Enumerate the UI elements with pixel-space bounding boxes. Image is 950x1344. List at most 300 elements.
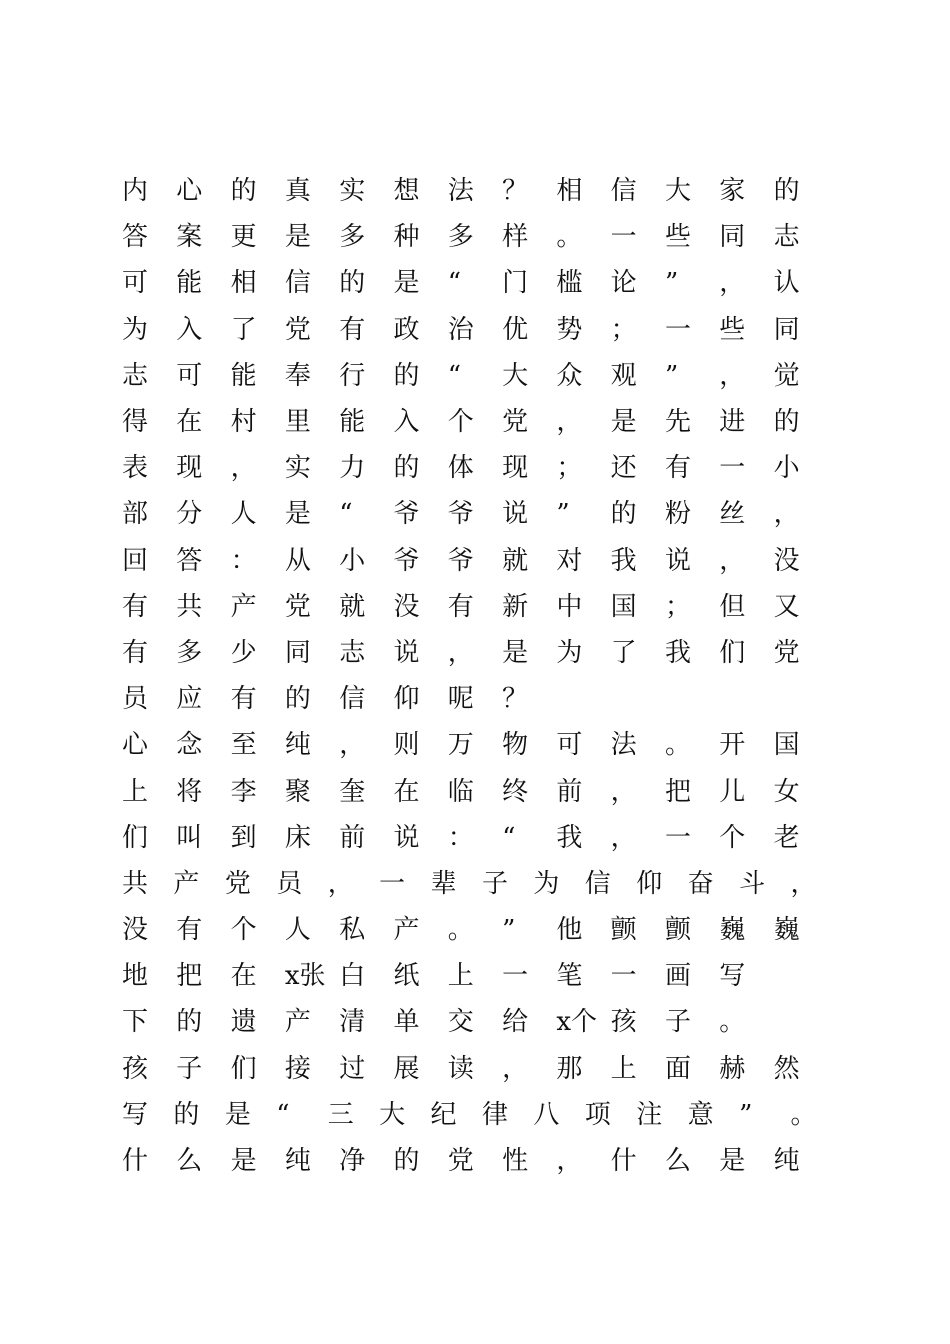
text-char: 上 (610, 1053, 637, 1084)
text-char: 是 (610, 407, 637, 438)
text-char: 前 (556, 776, 583, 807)
text-char: 奎 (339, 776, 366, 807)
text-char: 产 (230, 591, 257, 622)
text-char: 还 (610, 453, 637, 484)
text-char: 的 (773, 407, 800, 438)
text-char: 真 (284, 176, 311, 207)
text-char: 就 (339, 591, 366, 622)
text-char: 至 (230, 730, 257, 761)
text-char: 开 (719, 730, 746, 761)
text-char: 部 (122, 499, 149, 530)
text-char: 没 (773, 545, 800, 576)
text-char: x个 (556, 1007, 598, 1038)
text-char: 一 (379, 868, 406, 899)
text-line (122, 214, 842, 260)
text-char: ： (447, 822, 474, 853)
text-char: 们 (122, 822, 149, 853)
text-char: 了 (230, 314, 257, 345)
text-char: 个 (719, 822, 746, 853)
text-char: 治 (447, 314, 474, 345)
text-char: 进 (719, 407, 746, 438)
text-char: 说 (502, 499, 529, 530)
text-char: 的 (230, 176, 257, 207)
text-line (122, 630, 842, 676)
text-char: 能 (339, 407, 366, 438)
text-char: 颤 (610, 915, 637, 946)
text-char: 纪 (430, 1099, 457, 1130)
text-char: 同 (284, 637, 311, 668)
text-char: 能 (230, 360, 257, 391)
text-char: 想 (393, 176, 420, 207)
text-char: 单 (393, 1007, 420, 1038)
text-line (122, 1138, 842, 1184)
text-char: ” (502, 915, 516, 946)
text-char: ？ (502, 684, 529, 715)
text-line (122, 584, 842, 630)
text-char: 写 (719, 961, 746, 992)
text-char: ” (664, 360, 679, 391)
text-char: 些 (719, 314, 746, 345)
text-char: 们 (719, 637, 746, 668)
text-char: 现 (176, 453, 203, 484)
text-char: 纯 (284, 1146, 311, 1177)
text-char: “ (447, 268, 462, 299)
text-char: 交 (447, 1007, 474, 1038)
text-char: 没 (393, 591, 420, 622)
text-line (122, 722, 842, 768)
text-char: 。 (556, 222, 583, 253)
text-char: 写 (122, 1099, 149, 1130)
text-char: 就 (502, 545, 529, 576)
text-line (122, 768, 842, 814)
text-char: 在 (176, 407, 203, 438)
text-char: 表 (122, 453, 149, 484)
text-char: ， (790, 868, 817, 899)
text-char: 实 (284, 453, 311, 484)
text-char: ” (739, 1099, 753, 1130)
text-char: 答 (176, 545, 203, 576)
text-char: 一 (502, 961, 529, 992)
text-char: 子 (176, 1053, 203, 1084)
text-char: 多 (339, 222, 366, 253)
text-char: 读 (447, 1053, 474, 1084)
text-char: 白 (339, 961, 366, 992)
text-char: 应 (176, 684, 203, 715)
text-char: 。 (447, 915, 474, 946)
text-char: 他 (556, 915, 583, 946)
text-char: 党 (284, 591, 311, 622)
text-char: 颤 (664, 915, 691, 946)
text-char: 实 (339, 176, 366, 207)
text-char: 势 (556, 314, 583, 345)
text-char: 上 (122, 776, 149, 807)
text-char: 聚 (284, 776, 311, 807)
text-char: 有 (447, 591, 474, 622)
text-char: 。 (719, 1007, 746, 1038)
text-char: 奉 (284, 360, 311, 391)
text-char: 为 (122, 314, 149, 345)
text-char: 政 (393, 314, 420, 345)
text-char: ， (719, 545, 746, 576)
text-char: 大 (664, 176, 691, 207)
text-char: 接 (284, 1053, 311, 1084)
text-char: 床 (284, 822, 311, 853)
text-char: 把 (664, 776, 691, 807)
text-char: 共 (176, 591, 203, 622)
text-char: 样 (502, 222, 529, 253)
text-char: ； (610, 314, 637, 345)
text-char: 么 (664, 1146, 691, 1177)
text-char: 党 (224, 868, 251, 899)
text-char: 项 (584, 1099, 611, 1130)
text-char: 遗 (230, 1007, 257, 1038)
text-char: 法 (610, 730, 637, 761)
text-char: 的 (284, 684, 311, 715)
text-char: 有 (230, 684, 257, 715)
text-char: 员 (276, 868, 303, 899)
text-line (122, 815, 842, 861)
text-char: 行 (339, 360, 366, 391)
text-char: 心 (176, 176, 203, 207)
text-line (122, 538, 842, 584)
text-line (122, 307, 842, 353)
text-char: 奋 (687, 868, 714, 899)
text-char: 国 (610, 591, 637, 622)
text-char: 巍 (719, 915, 746, 946)
text-char: 子 (664, 1007, 691, 1038)
text-char: 呢 (447, 684, 474, 715)
text-char: 性 (502, 1146, 529, 1177)
text-char: 了 (610, 637, 637, 668)
text-char: 的 (610, 499, 637, 530)
text-char: 党 (284, 314, 311, 345)
text-char: 回 (122, 545, 149, 576)
text-char: 物 (502, 730, 529, 761)
text-char: 临 (447, 776, 474, 807)
text-char: 观 (610, 360, 637, 391)
text-char: 内 (122, 176, 149, 207)
text-char: 爷 (393, 545, 420, 576)
text-char: ， (610, 822, 637, 853)
text-char: 老 (773, 822, 800, 853)
text-char: 没 (122, 915, 149, 946)
text-char: ， (610, 776, 637, 807)
text-char: ？ (502, 176, 529, 207)
text-char: ； (664, 591, 691, 622)
text-char: 些 (664, 222, 691, 253)
text-char: ” (664, 268, 679, 299)
text-line (122, 1046, 842, 1092)
text-char: 的 (176, 1007, 203, 1038)
body-text (122, 168, 842, 1184)
text-char: 爷 (447, 545, 474, 576)
text-char: 斗 (739, 868, 766, 899)
text-char: 丝 (719, 499, 746, 530)
text-char: 党 (773, 637, 800, 668)
text-char: ： (230, 545, 257, 576)
text-char: 认 (773, 268, 800, 299)
text-char: 小 (339, 545, 366, 576)
text-char: ， (773, 499, 800, 530)
text-char: “ (447, 360, 462, 391)
text-char: 纯 (773, 1146, 800, 1177)
text-char: 念 (176, 730, 203, 761)
text-char: 分 (176, 499, 203, 530)
text-char: 什 (122, 1146, 149, 1177)
text-char: 村 (230, 407, 257, 438)
text-char: 国 (773, 730, 800, 761)
text-char: 有 (339, 314, 366, 345)
text-char: 净 (339, 1146, 366, 1177)
text-char: 产 (393, 915, 420, 946)
text-char: 仰 (636, 868, 663, 899)
text-char: 共 (122, 868, 149, 899)
text-char: 私 (339, 915, 366, 946)
text-char: 的 (339, 268, 366, 299)
text-char: 的 (393, 453, 420, 484)
text-char: ， (502, 1053, 529, 1084)
text-char: 入 (176, 314, 203, 345)
text-char: 觉 (773, 360, 800, 391)
text-char: 志 (773, 222, 800, 253)
text-char: 纯 (284, 730, 311, 761)
text-char: 是 (719, 1146, 746, 1177)
text-char: 给 (502, 1007, 529, 1038)
text-char: 对 (556, 545, 583, 576)
text-line (122, 445, 842, 491)
text-char: 志 (339, 637, 366, 668)
text-line (122, 907, 842, 953)
text-char: 李 (230, 776, 257, 807)
text-char: 子 (481, 868, 508, 899)
text-char: 的 (393, 1146, 420, 1177)
text-char: 什 (610, 1146, 637, 1177)
text-char: 同 (773, 314, 800, 345)
text-line (122, 953, 842, 999)
text-char: 么 (176, 1146, 203, 1177)
text-char: 笔 (556, 961, 583, 992)
text-char: 我 (664, 637, 691, 668)
text-char: 又 (773, 591, 800, 622)
text-char: 辈 (430, 868, 457, 899)
text-char: 产 (173, 868, 200, 899)
text-char: ， (556, 1146, 583, 1177)
text-char: 法 (447, 176, 474, 207)
text-char: 孩 (122, 1053, 149, 1084)
text-line (122, 353, 842, 399)
text-char: ， (447, 637, 474, 668)
text-char: 可 (176, 360, 203, 391)
text-char: ， (339, 730, 366, 761)
text-char: 志 (122, 360, 149, 391)
text-char: 画 (664, 961, 691, 992)
text-char: 。 (790, 1099, 817, 1130)
text-char: 可 (122, 268, 149, 299)
text-char: 人 (284, 915, 311, 946)
text-char: 将 (176, 776, 203, 807)
text-char: 为 (556, 637, 583, 668)
text-char: 叫 (176, 822, 203, 853)
text-line (122, 399, 842, 445)
text-char: 信 (610, 176, 637, 207)
text-char: 多 (176, 637, 203, 668)
text-char: 是 (224, 1099, 251, 1130)
text-char: 体 (447, 453, 474, 484)
text-char: 的 (393, 360, 420, 391)
text-char: 一 (664, 822, 691, 853)
text-char: 力 (339, 453, 366, 484)
text-char: 优 (502, 314, 529, 345)
text-char: 。 (664, 730, 691, 761)
text-char: 的 (773, 176, 800, 207)
text-char: 先 (664, 407, 691, 438)
text-char: 多 (447, 222, 474, 253)
text-char: 儿 (719, 776, 746, 807)
text-line (122, 999, 842, 1045)
text-line (122, 861, 842, 907)
text-char: ， (230, 453, 257, 484)
text-char: 然 (773, 1053, 800, 1084)
text-char: 们 (230, 1053, 257, 1084)
text-char: 从 (284, 545, 311, 576)
text-char: 是 (502, 637, 529, 668)
text-char: 一 (610, 961, 637, 992)
text-char: 有 (176, 915, 203, 946)
text-char: 论 (610, 268, 637, 299)
text-char: 大 (379, 1099, 406, 1130)
text-char: 门 (502, 268, 529, 299)
text-char: 孩 (610, 1007, 637, 1038)
text-char: 一 (719, 453, 746, 484)
text-char: 在 (393, 776, 420, 807)
text-char: 大 (502, 360, 529, 391)
text-char: 里 (284, 407, 311, 438)
text-char: “ (502, 822, 516, 853)
text-char: 是 (284, 222, 311, 253)
text-char: 现 (502, 453, 529, 484)
text-char: ， (719, 360, 746, 391)
text-char: 但 (719, 591, 746, 622)
text-char: 则 (393, 730, 420, 761)
text-char: 是 (230, 1146, 257, 1177)
text-char: ， (327, 868, 354, 899)
text-char: 有 (122, 591, 149, 622)
text-char: ， (556, 407, 583, 438)
text-char: 律 (481, 1099, 508, 1130)
text-char: 清 (339, 1007, 366, 1038)
text-char: 一 (610, 222, 637, 253)
text-char: 党 (447, 1146, 474, 1177)
text-char: 爷 (447, 499, 474, 530)
text-char: 那 (556, 1053, 583, 1084)
text-char: ； (556, 453, 583, 484)
text-char: 赫 (719, 1053, 746, 1084)
text-char: 是 (393, 268, 420, 299)
text-char: 展 (393, 1053, 420, 1084)
text-char: 有 (122, 637, 149, 668)
text-char: 入 (393, 407, 420, 438)
text-char: 得 (122, 407, 149, 438)
text-char: 的 (173, 1099, 200, 1130)
text-char: 为 (533, 868, 560, 899)
text-char: 女 (773, 776, 800, 807)
text-char: 少 (230, 637, 257, 668)
text-char: 可 (556, 730, 583, 761)
text-char: 信 (339, 684, 366, 715)
text-char: 案 (176, 222, 203, 253)
text-char: 槛 (556, 268, 583, 299)
text-char: 众 (556, 360, 583, 391)
text-char: 在 (230, 961, 257, 992)
text-char: 纸 (393, 961, 420, 992)
text-char: 把 (176, 961, 203, 992)
text-line (122, 676, 842, 722)
text-char: 一 (664, 314, 691, 345)
text-char: 意 (687, 1099, 714, 1130)
text-char: 地 (122, 961, 149, 992)
text-char: ， (719, 268, 746, 299)
text-char: 过 (339, 1053, 366, 1084)
text-line (122, 260, 842, 306)
text-char: 终 (502, 776, 529, 807)
text-char: “ (276, 1099, 290, 1130)
text-char: 粉 (664, 499, 691, 530)
text-char: 相 (230, 268, 257, 299)
text-char: 我 (610, 545, 637, 576)
text-char: 产 (284, 1007, 311, 1038)
text-char: 有 (664, 453, 691, 484)
text-char: “ (339, 499, 353, 530)
text-char: 小 (773, 453, 800, 484)
text-char: 八 (533, 1099, 560, 1130)
text-char: 三 (327, 1099, 354, 1130)
text-char: 更 (230, 222, 257, 253)
text-char: 仰 (393, 684, 420, 715)
text-char: 个 (447, 407, 474, 438)
text-char: x张 (284, 961, 326, 992)
text-char: 前 (339, 822, 366, 853)
text-char: 注 (636, 1099, 663, 1130)
text-char: 员 (122, 684, 149, 715)
text-char: 能 (176, 268, 203, 299)
text-char: 个 (230, 915, 257, 946)
text-char: ” (556, 499, 570, 530)
text-char: 信 (584, 868, 611, 899)
text-char: 是 (284, 499, 311, 530)
text-char: 相 (556, 176, 583, 207)
text-char: 巍 (773, 915, 800, 946)
text-char: 到 (230, 822, 257, 853)
text-char: 同 (719, 222, 746, 253)
text-char: 说 (664, 545, 691, 576)
text-line (122, 1092, 842, 1138)
text-char: 心 (122, 730, 149, 761)
text-line (122, 491, 842, 537)
text-char: 说 (393, 822, 420, 853)
text-char: 新 (502, 591, 529, 622)
text-line (122, 168, 842, 214)
text-char: 家 (719, 176, 746, 207)
text-char: 人 (230, 499, 257, 530)
text-char: 信 (284, 268, 311, 299)
text-char: 上 (447, 961, 474, 992)
text-char: 种 (393, 222, 420, 253)
text-char: 万 (447, 730, 474, 761)
text-char: 下 (122, 1007, 149, 1038)
text-char: 党 (502, 407, 529, 438)
text-char: 爷 (393, 499, 420, 530)
text-char: 中 (556, 591, 583, 622)
